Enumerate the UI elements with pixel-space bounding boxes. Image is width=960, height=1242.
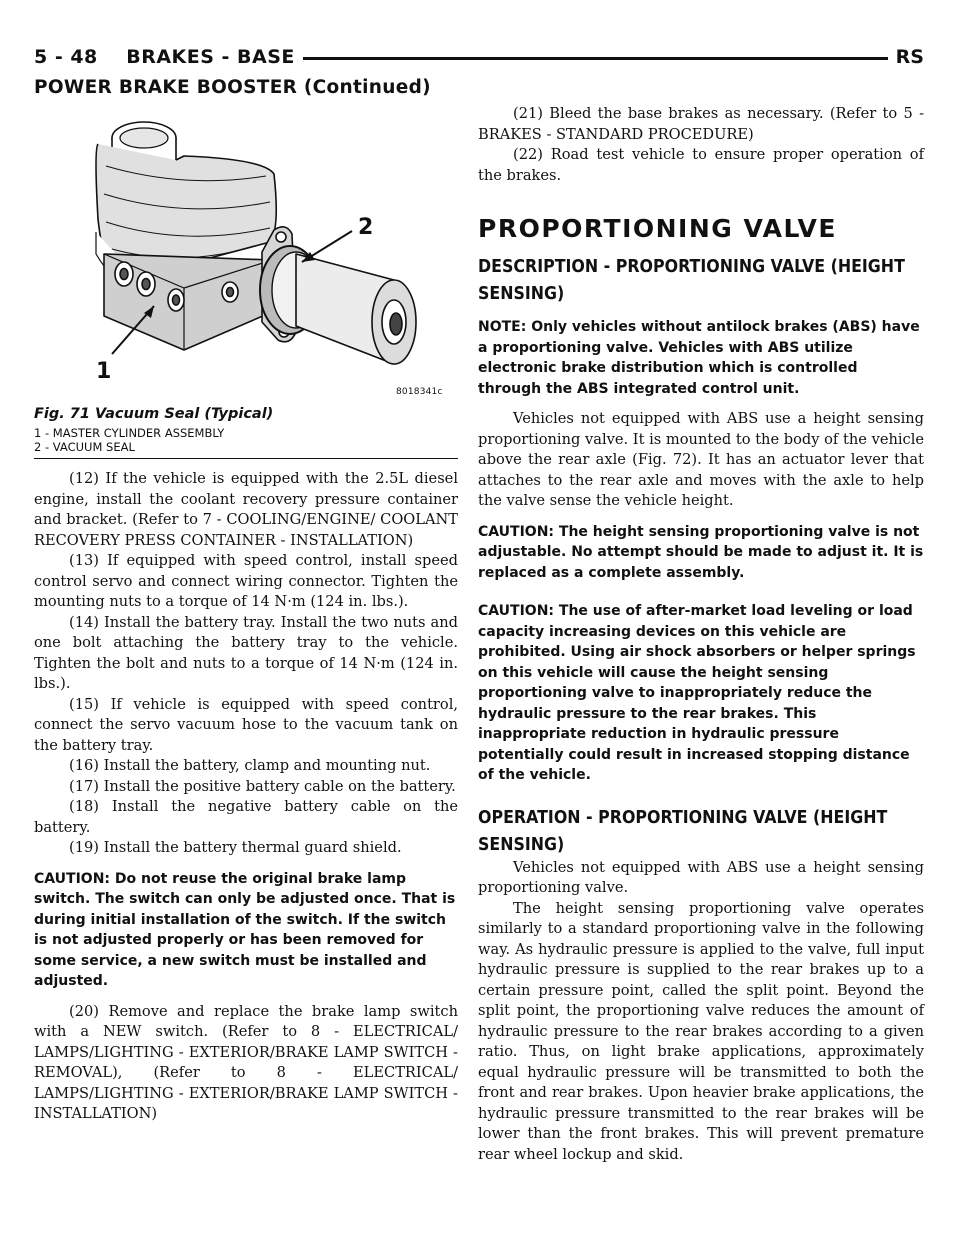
caution-not-adjustable: CAUTION: The height sensing proportioning valve is not adjustable. No attempt should be made to adjust it. It is replaced as a complete assembly.: [478, 523, 924, 581]
caution-brake-lamp-switch: CAUTION: Do not reuse the original brake lamp switch. The switch can only be adjusted once. That is during initial installation of the switch. If the switch is not adjusted properly or has been removed for some service, a new switch must be installed and adjusted.: [34, 870, 456, 989]
step-22: (22) Road test vehicle to ensure proper operation of the brakes.: [478, 146, 924, 184]
step-18: (18) Install the negative battery cable on the battery.: [34, 798, 458, 836]
description-paragraph: Vehicles not equipped with ABS use a height sensing proportioning valve. It is mounted to the body of the vehicle above the rear axle (Fig. 72). It has an actuator lever that attaches to the rear axle and moves with the axle to help the valve sense the vehicle height.: [478, 410, 924, 509]
operation-heading: OPERATION - PROPORTIONING VALVE (HEIGHT SENSING): [478, 806, 888, 855]
callout-1-label: 1: [96, 359, 112, 384]
step-20: (20) Remove and replace the brake lamp switch with a NEW switch. (Refer to 8 - ELECTRICAL/ LAMPS/LIGHTING - EXTERIOR/BRAKE LAMP SWITCH - REMOVAL), (Refer to 8 - ELECTRICAL/ LAMPS/LIGHTING - EXTERIOR/BRAKE LAMP SWITCH - INSTALLATION): [34, 1002, 458, 1122]
step-14: (14) Install the battery tray. Install the two nuts and one bolt attaching the battery tray to the vehicle. Tighten the bolt and nuts to a torque of 14 N·m (124 in. lbs.).: [34, 613, 458, 692]
header-model-code: RS: [888, 46, 924, 68]
right-column: [478, 104, 924, 1165]
legend-item: 1 - MASTER CYLINDER ASSEMBLY: [34, 426, 225, 440]
master-cylinder-illustration: [34, 104, 458, 404]
continued-section-title: POWER BRAKE BOOSTER (Continued): [34, 77, 431, 98]
operation-paragraph-1: Vehicles not equipped with ABS use a height sensing proportioning valve.: [478, 858, 924, 896]
page-header: [34, 44, 924, 78]
section-title: PROPORTIONING VALVE: [478, 214, 837, 243]
caution-load-leveling: CAUTION: The use of after-market load leveling or load capacity increasing devices on this vehicle are prohibited. Using air shock absorbers or helper springs on this vehicle will cause the height sensing proportioning valve to inappropriately reduce the hydraulic pressure to the rear brakes. This inappropriate reduction in hydraulic pressure potentially could result in increased stopping distance of the vehicle.: [478, 603, 916, 783]
step-21: (21) Bleed the base brakes as necessary. (Refer to 5 - BRAKES - STANDARD PROCEDURE): [478, 105, 924, 143]
legend-item: 2 - VACUUM SEAL: [34, 440, 135, 454]
abs-note: NOTE: Only vehicles without antilock brakes (ABS) have a proportioning valve. Vehicles with ABS utilize electronic brake distribution which is controlled through the ABS integrated control unit.: [478, 319, 920, 397]
figure-code: 8018341c: [396, 387, 443, 397]
step-13: (13) If equipped with speed control, install speed control servo and connect wiring connector. Tighten the mounting nuts to a torque of 14 N·m (124 in. lbs.).: [34, 552, 458, 610]
operation-paragraph-2: The height sensing proportioning valve operates similarly to a standard proportioning valve in the following way. As hydraulic pressure is applied to the valve, full input hydraulic pressure is supplied to the rear brakes up to a certain pressure point, called the split point. Beyond the split point, the proportioning valve reduces the amount of hydraulic pressure to the rear brakes according to a given ratio. Thus, on light brake applications, approximately equal hydraulic pressure will be transmitted to both the front and rear brakes. Upon heavier brake applications, the hydraulic pressure transmitted to the rear brakes will be lower than the front brakes. This will prevent premature rear wheel lockup and skid.: [478, 899, 924, 1163]
vacuum-seal-figure: [34, 104, 458, 404]
figure-legend: [34, 426, 458, 454]
step-16: (16) Install the battery, clamp and mounting nut.: [69, 757, 431, 774]
figure-caption: Fig. 71 Vacuum Seal (Typical): [34, 406, 274, 422]
step-19: (19) Install the battery thermal guard shield.: [69, 839, 402, 856]
step-12: (12) If the vehicle is equipped with the 2.5L diesel engine, install the coolant recovery pressure container and bracket. (Refer to 7 - COOLING/ENGINE/ COOLANT RECOVERY PRESS CONTAINER - INSTALLATION): [34, 470, 458, 549]
description-heading: DESCRIPTION - PROPORTIONING VALVE (HEIGHT SENSING): [478, 256, 905, 304]
header-page-section: 5 - 48 BRAKES - BASE: [34, 46, 303, 68]
step-15: (15) If vehicle is equipped with speed control, connect the servo vacuum hose to the vacuum tank on the battery tray.: [34, 695, 458, 754]
left-column: [34, 104, 458, 1125]
callout-2-label: 2: [358, 215, 374, 240]
step-17: (17) Install the positive battery cable on the battery.: [69, 777, 456, 795]
